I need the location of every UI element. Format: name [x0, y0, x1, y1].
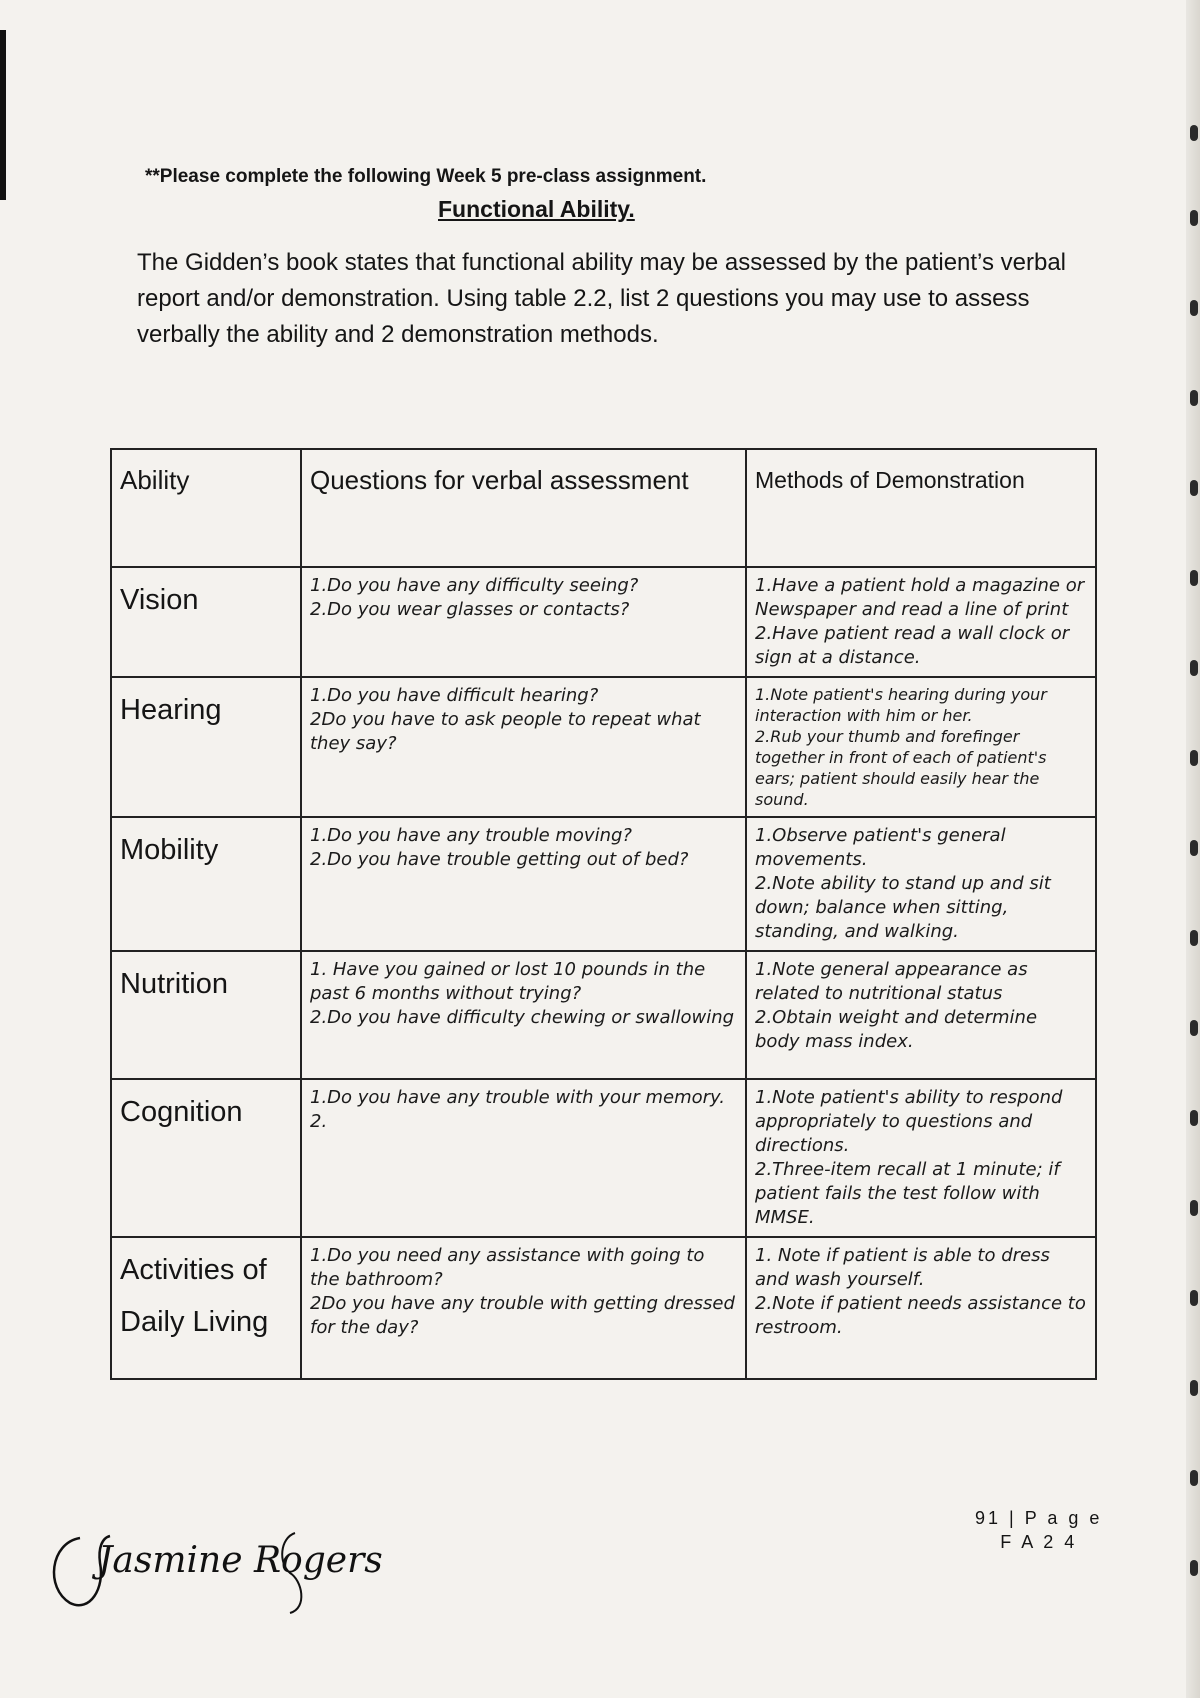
demonstration-method: 1.Have a patient hold a magazine or Newspaper and read a line of print — [755, 575, 1085, 620]
binder-hole — [1190, 480, 1198, 496]
header-ability: Ability — [111, 449, 301, 567]
verbal-questions-cell — [301, 677, 746, 817]
verbal-question: 2.Do you wear glasses or contacts? — [310, 599, 630, 620]
binder-hole — [1190, 660, 1198, 676]
demonstration-methods-cell — [746, 567, 1096, 677]
row-ability-label: Activities of Daily Living — [111, 1237, 301, 1379]
page-number: 91 | P a g e — [975, 1508, 1103, 1528]
table-row — [111, 951, 1096, 1079]
demonstration-method: 2.Have patient read a wall clock or sign at a distance. — [755, 623, 1070, 668]
verbal-questions-cell — [301, 1237, 746, 1379]
demonstration-method: 2.Note ability to stand up and sit down; balance when sitting, standing, and walking. — [755, 873, 1051, 942]
verbal-questions-cell — [301, 951, 746, 1079]
binder-hole — [1190, 750, 1198, 766]
binder-hole — [1190, 840, 1198, 856]
binder-hole — [1190, 1200, 1198, 1216]
binder-hole — [1190, 125, 1198, 141]
binder-hole — [1190, 300, 1198, 316]
table-header-row — [111, 449, 1096, 567]
row-ability-label: Vision — [111, 567, 301, 677]
verbal-question: 1.Do you have any trouble moving? — [310, 825, 632, 846]
demonstration-methods-cell — [746, 817, 1096, 951]
binder-hole — [1190, 1380, 1198, 1396]
table-row — [111, 677, 1096, 817]
demonstration-methods-cell — [746, 1079, 1096, 1237]
demonstration-method: 2.Three-item recall at 1 minute; if patient fails the test follow with MMSE. — [755, 1159, 1060, 1228]
row-ability-label: Nutrition — [111, 951, 301, 1079]
binder-hole — [1190, 1470, 1198, 1486]
table-row — [111, 1237, 1096, 1379]
table-row — [111, 567, 1096, 677]
binder-hole — [1190, 1110, 1198, 1126]
demonstration-method: 2.Rub your thumb and forefinger together in front of each of patient's ears; patient should easily hear the sound. — [755, 727, 1047, 809]
demonstration-method: 1. Note if patient is able to dress and wash yourself. — [755, 1245, 1050, 1290]
verbal-question: 2.Do you have trouble getting out of bed? — [310, 849, 689, 870]
section-title: Functional Ability. — [438, 196, 635, 222]
binder-hole — [1190, 390, 1198, 406]
demonstration-method: 2.Obtain weight and determine body mass index. — [755, 1007, 1038, 1052]
verbal-questions-cell — [301, 1079, 746, 1237]
course-code: F A 2 4 — [1000, 1532, 1078, 1552]
table-row — [111, 1079, 1096, 1237]
header-methods: Methods of Demonstration — [746, 449, 1096, 567]
demonstration-method: 2.Note if patient needs assistance to restroom. — [755, 1293, 1086, 1338]
header-questions: Questions for verbal assessment — [301, 449, 746, 567]
functional-ability-table — [110, 448, 1097, 1380]
verbal-question: 2Do you have any trouble with getting dressed for the day? — [310, 1293, 735, 1338]
verbal-question: 1.Do you have difficult hearing? — [310, 685, 599, 706]
row-ability-label: Mobility — [111, 817, 301, 951]
binder-hole — [1190, 1560, 1198, 1576]
binder-hole — [1190, 930, 1198, 946]
signature: Jasmine Rogers — [98, 1540, 383, 1581]
verbal-question: 1.Do you need any assistance with going to the bathroom? — [310, 1245, 705, 1290]
demonstration-method: 1.Note general appearance as related to nutritional status — [755, 959, 1028, 1004]
verbal-questions-cell — [301, 817, 746, 951]
verbal-question: 2. — [310, 1111, 328, 1132]
demonstration-methods-cell — [746, 1237, 1096, 1379]
binder-hole — [1190, 1020, 1198, 1036]
demonstration-method: 1.Note patient's hearing during your interaction with him or her. — [755, 685, 1047, 725]
table-row — [111, 817, 1096, 951]
verbal-question: 2.Do you have difficulty chewing or swallowing — [310, 1007, 735, 1028]
page-edge-shadow — [0, 30, 6, 200]
row-ability-label: Hearing — [111, 677, 301, 817]
demonstration-methods-cell — [746, 677, 1096, 817]
instructions-paragraph: The Gidden’s book states that functional ability may be assessed by the patient’s verbal report and/or demonstration. Using table 2.2, list 2 questions you may use to assess verbally the ability and 2 demonstration methods. — [137, 249, 1066, 348]
verbal-question: 1.Do you have any difficulty seeing? — [310, 575, 639, 596]
binder-hole — [1190, 570, 1198, 586]
demonstration-methods-cell — [746, 951, 1096, 1079]
row-ability-label: Cognition — [111, 1079, 301, 1237]
verbal-question: 2Do you have to ask people to repeat what they say? — [310, 709, 701, 754]
verbal-question: 1. Have you gained or lost 10 pounds in the past 6 months without trying? — [310, 959, 706, 1004]
demonstration-method: 1.Observe patient's general movements. — [755, 825, 1006, 870]
page-footer — [975, 1506, 1102, 1554]
verbal-question: 1.Do you have any trouble with your memory. — [310, 1087, 726, 1108]
binder-hole — [1190, 1290, 1198, 1306]
assignment-instruction: **Please complete the following Week 5 pre-class assignment. — [145, 166, 707, 187]
demonstration-method: 1.Note patient's ability to respond appropriately to questions and directions. — [755, 1087, 1063, 1156]
binder-hole — [1190, 210, 1198, 226]
verbal-questions-cell — [301, 567, 746, 677]
